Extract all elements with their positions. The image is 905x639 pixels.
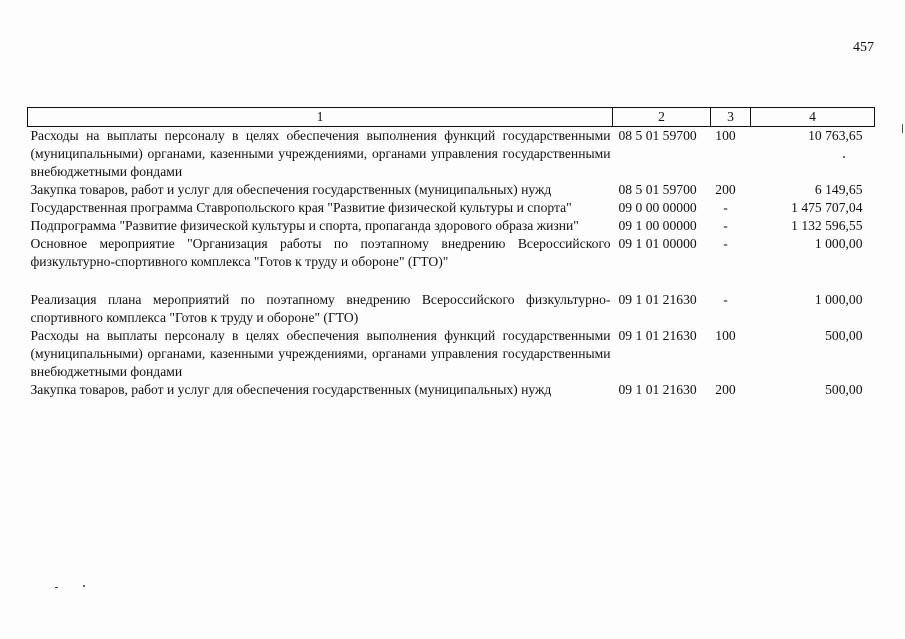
row-amount: 1 475 707,04	[791, 200, 863, 215]
row-amount: 10 763,65	[808, 128, 863, 143]
row-type: -	[723, 218, 728, 233]
table-row	[28, 381, 875, 399]
column-header-1: 1	[28, 108, 613, 127]
row-description: Государственная программа Ставропольского края "Развитие физической культуры и спорта"	[30, 200, 572, 215]
row-description: Подпрограмма "Развитие физической культуры и спорта, пропаганда здорового образа жизни"	[30, 218, 579, 233]
scan-speck	[55, 587, 58, 588]
row-type: -	[723, 236, 728, 251]
row-code: 09 1 01 21630	[618, 328, 697, 343]
row-type: 200	[715, 382, 736, 397]
row-code: 08 5 01 59700	[618, 128, 697, 143]
row-code: 09 0 00 00000	[618, 200, 697, 215]
row-type: -	[723, 200, 728, 215]
row-description: Реализация плана мероприятий по поэтапному внедрению Всероссийского физкультурно-спортивного комплекса "Готов к труду и обороне" (ГТО)	[30, 292, 611, 325]
row-type: 200	[715, 182, 736, 197]
row-description: Расходы на выплаты персоналу в целях обеспечения выполнения функций государственными (муниципальными) органами, казенными учреждениями, органами управления государственными внебюджетными фондами	[30, 328, 611, 379]
row-code: 09 1 01 21630	[618, 382, 697, 397]
column-header-4: 4	[751, 108, 875, 127]
table-row	[28, 235, 875, 271]
row-amount: 6 149,65	[814, 182, 863, 197]
column-header-2: 2	[613, 108, 711, 127]
row-amount: 1 000,00	[814, 292, 863, 307]
row-amount: 500,00	[825, 382, 863, 397]
row-type: -	[723, 292, 728, 307]
row-description: Расходы на выплаты персоналу в целях обеспечения выполнения функций государственными (муниципальными) органами, казенными учреждениями, органами управления государственными внебюджетными фондами	[30, 128, 611, 179]
row-amount: 500,00	[825, 328, 863, 343]
row-code: 09 1 00 00000	[618, 218, 697, 233]
table-header-row	[28, 108, 875, 127]
column-header-3: 3	[711, 108, 751, 127]
row-amount: 1 132 596,55	[791, 218, 863, 233]
table-row	[28, 127, 875, 182]
row-description: Закупка товаров, работ и услуг для обеспечения государственных (муниципальных) нужд	[30, 382, 552, 397]
spacer-cell	[28, 271, 875, 291]
row-code: 09 1 01 21630	[618, 292, 697, 307]
table-row	[28, 291, 875, 327]
scan-edge-mark	[902, 124, 903, 133]
row-code: 08 5 01 59700	[618, 182, 697, 197]
row-type: 100	[715, 128, 736, 143]
row-type: 100	[715, 328, 736, 343]
table-row	[28, 199, 875, 217]
table-row	[28, 217, 875, 235]
row-description: Основное мероприятие "Организация работы по поэтапному внедрению Всероссийского физкультурно-спортивного комплекса "Готов к труду и обороне" (ГТО)"	[30, 236, 611, 269]
row-amount: 1 000,00	[814, 236, 863, 251]
page-number: 457	[853, 40, 874, 55]
row-code: 09 1 01 00000	[618, 236, 697, 251]
table-row	[28, 181, 875, 199]
row-description: Закупка товаров, работ и услуг для обеспечения государственных (муниципальных) нужд	[30, 182, 552, 197]
table-spacer-row	[28, 271, 875, 291]
budget-table	[27, 107, 875, 399]
table-row	[28, 327, 875, 381]
scan-speck	[83, 585, 85, 587]
